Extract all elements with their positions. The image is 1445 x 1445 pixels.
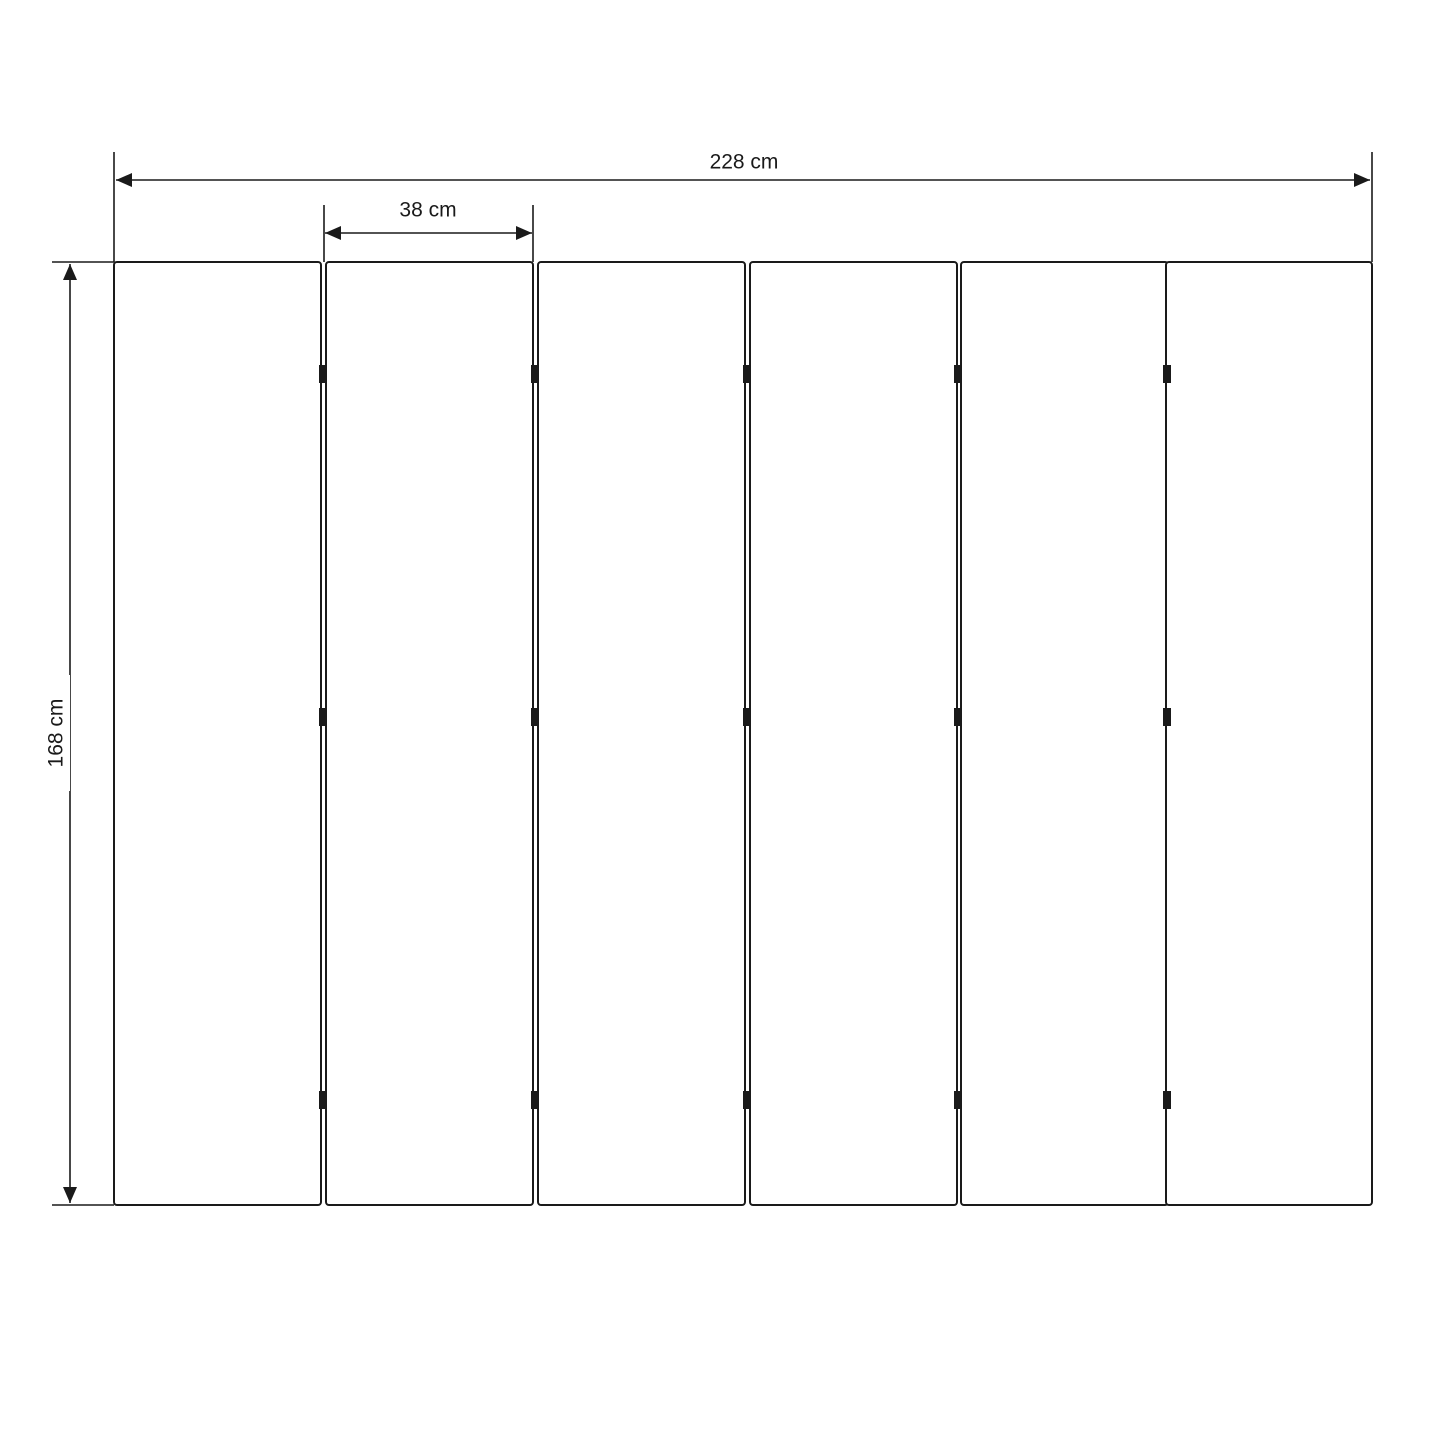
hinge-joint-2-bottom xyxy=(531,1091,539,1109)
panel-2 xyxy=(326,262,533,1205)
total-width-dimension xyxy=(116,173,1370,187)
arrowhead-left-total-width xyxy=(116,173,132,187)
arrowhead-top-height xyxy=(63,264,77,280)
arrowhead-left-panel-width xyxy=(325,226,341,240)
hinge-joint-5-top xyxy=(1163,365,1171,383)
arrowhead-right-total-width xyxy=(1354,173,1370,187)
panel-1 xyxy=(114,262,321,1205)
hinge-joint-4-bottom xyxy=(954,1091,962,1109)
hinge-joint-3-middle xyxy=(743,708,751,726)
hinge-joint-4-middle xyxy=(954,708,962,726)
height-label-group xyxy=(42,675,70,791)
total-width-label: 228 cm xyxy=(709,150,779,174)
panel-group xyxy=(114,262,1372,1205)
panel-5 xyxy=(961,262,1168,1205)
hinge-joint-1-middle xyxy=(319,708,327,726)
hinge-joint-3-bottom xyxy=(743,1091,751,1109)
hinge-joint-2-middle xyxy=(531,708,539,726)
hinge-joint-2-top xyxy=(531,365,539,383)
hinge-joint-5-bottom xyxy=(1163,1091,1171,1109)
arrowhead-bottom-height xyxy=(63,1187,77,1203)
hinge-joint-4-top xyxy=(954,365,962,383)
hinge-joint-3-top xyxy=(743,365,751,383)
panel-width-label: 38 cm xyxy=(399,198,457,222)
height-label: 168 cm xyxy=(44,698,68,768)
hinge-joint-1-top xyxy=(319,365,327,383)
panel-4 xyxy=(750,262,957,1205)
hinge-joint-5-middle xyxy=(1163,708,1171,726)
arrowhead-right-panel-width xyxy=(516,226,532,240)
panel-6 xyxy=(1166,262,1372,1205)
panel-width-dimension xyxy=(325,226,532,240)
panel-3 xyxy=(538,262,745,1205)
hinge-joint-1-bottom xyxy=(319,1091,327,1109)
